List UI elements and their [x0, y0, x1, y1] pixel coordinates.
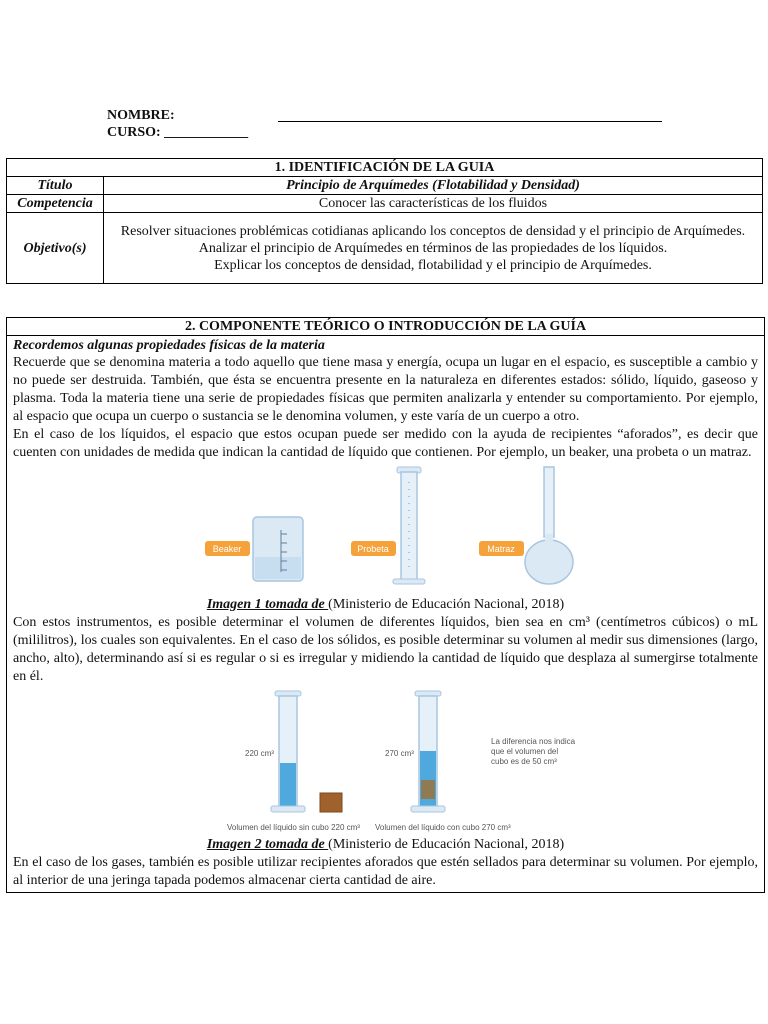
difference-note-3: cubo es de 50 cm³ — [491, 757, 557, 766]
cylinder-without-cube-icon — [271, 691, 305, 812]
curso-label: CURSO: ____________ — [107, 125, 249, 140]
competencia-label: Competencia — [7, 195, 104, 213]
figure-2-caption-source: (Ministerio de Educación Nacional, 2018) — [328, 837, 565, 852]
theory-body — [7, 336, 765, 893]
objetivo-2: Analizar el principio de Arquímedes en términos de las propiedades de los líquidos. — [198, 240, 668, 256]
section1-heading: 1. IDENTIFICACIÓN DE LA GUIA — [7, 159, 763, 177]
figure-2-caption-emphasis: Imagen 2 tomada de — [206, 837, 329, 852]
section2-heading: 2. COMPONENTE TEÓRICO O INTRODUCCIÓN DE LA GUÍA — [7, 318, 765, 336]
graduated-cylinder-icon — [393, 467, 425, 584]
figure-1 — [13, 462, 758, 596]
cylinder-with-cube-icon — [411, 691, 445, 812]
cube-icon — [320, 793, 342, 812]
cylinder-2-caption: Volumen del líquido con cubo 270 cm³ — [375, 823, 511, 832]
volume-label-2: 270 cm³ — [385, 749, 414, 758]
difference-note-1: La diferencia nos indica — [491, 737, 576, 746]
nombre-label: NOMBRE: — [107, 108, 175, 123]
lab-glassware-illustration — [13, 462, 758, 596]
objetivo-label: Objetivo(s) — [7, 213, 104, 284]
titulo-value: Principio de Arquímedes (Flotabilidad y Densidad) — [104, 177, 763, 195]
paragraph-4: En el caso de los gases, también es posible utilizar recipientes aforados que estén sellados para determinar su volumen. Por ejemplo, al interior de una jeringa tapada podemos almacenar cierta cantidad de aire. — [13, 855, 758, 888]
paragraph-2: En el caso de los líquidos, el espacio que estos ocupan puede ser medido con la ayuda de recipientes “aforados”, es decir que cuenten con unidades de medida que indican la cantidad de líquido que contienen. Por ejemplo, un beaker, una probeta o un matraz. — [13, 427, 758, 460]
paragraph-3: Con estos instrumentos, es posible determinar el volumen de diferentes líquidos, bien sea en cm³ (centímetros cúbicos) o mL (mililitros), los cuales son equivalentes. En el caso de los sólidos, es posible determinar su volumen al medir sus dimensiones (largo, ancho, alto), determinando así si es regular o si es irregular y midiendo la cantidad de líquido que desplaza al sumergirse totalmente en él. — [13, 615, 758, 684]
probeta-label: Probeta — [357, 544, 389, 554]
beaker-icon — [253, 517, 303, 581]
theory-table — [6, 317, 765, 893]
figure-1-caption — [13, 596, 758, 614]
figure-1-caption-emphasis: Imagen 1 tomada de — [206, 597, 329, 612]
volume-label-1: 220 cm³ — [245, 749, 274, 758]
objetivo-3: Explicar los conceptos de densidad, flotabilidad y el principio de Arquímedes. — [214, 257, 652, 273]
figure-1-caption-source: (Ministerio de Educación Nacional, 2018) — [328, 597, 565, 612]
figure-2-caption — [13, 836, 758, 854]
nombre-line — [278, 121, 662, 122]
cylinder-1-caption: Volumen del líquido sin cubo 220 cm³ — [227, 823, 360, 832]
beaker-label: Beaker — [212, 544, 242, 554]
displacement-illustration — [13, 686, 758, 836]
figure-2 — [13, 686, 758, 836]
matraz-label: Matraz — [487, 544, 515, 554]
objetivo-1: Resolver situaciones problémicas cotidianas aplicando los conceptos de densidad y el principio de Arquímedes. — [120, 223, 746, 239]
paragraph-1: Recuerde que se denomina materia a todo aquello que tiene masa y energía, ocupa un lugar en el espacio, es susceptible a cambio y no puede ser destruida. También, que ésta se encuentra presente en la naturaleza en diferentes estados: sólido, líquido, gaseoso y plasma. Toda la materia tiene una serie de propiedades físicas que permiten analizarla y entender su comportamiento. Por ejemplo, al espacio que ocupa un cuerpo o sustancia se le denomina volumen, y este varía de un cuerpo a otro. — [13, 355, 758, 424]
difference-note-2: que el volumen del — [491, 747, 559, 756]
titulo-label: Título — [7, 177, 104, 195]
section2-subheading: Recordemos algunas propiedades físicas de la materia — [13, 338, 325, 353]
objetivos-cell — [104, 213, 763, 284]
flask-icon — [525, 467, 573, 584]
identification-table — [6, 158, 763, 284]
competencia-value: Conocer las características de los fluidos — [104, 195, 763, 213]
